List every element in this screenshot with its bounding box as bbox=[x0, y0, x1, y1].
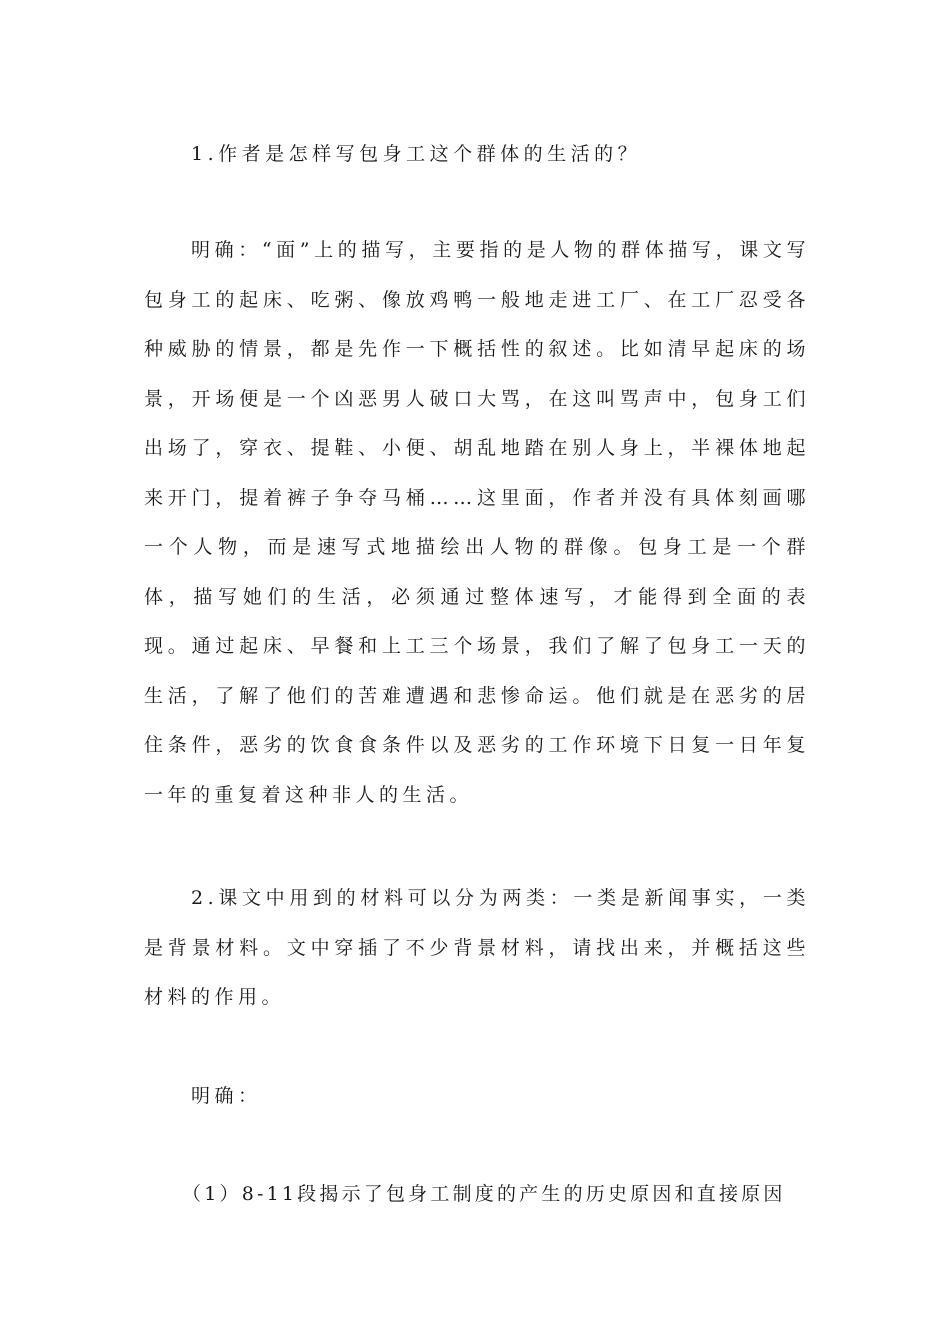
answer-2-label: 明确： bbox=[191, 1085, 262, 1107]
question-1: 1.作者是怎样写包身工这个群体的生活的？ bbox=[191, 143, 642, 165]
question-2: 2.课文中用到的材料可以分为两类：一类是新闻事实，一类是背景材料。文中穿插了不少背景材料，请找出来，并概括这些材料的作用。 bbox=[144, 887, 810, 1008]
answer-2-point-1: （1）8-11段揭示了包身工制度的产生的历史原因和直接原因 bbox=[182, 1183, 786, 1205]
answer-1: 明确：“面”上的描写，主要指的是人物的群体描写，课文写包身工的起床、吃粥、像放鸡鸭一般地走进工厂、在工厂忍受各种威胁的情景，都是先作一下概括性的叙述。比如清早起床的场景，开场便是一个凶恶男人破口大骂，在这叫骂声中，包身工们出场了，穿衣、提鞋、小便、胡乱地踏在别人身上，半裸体地起来开门，提着裤子争夺马桶……这里面，作者并没有具体刻画哪一个人物，而是速写式地描绘出人物的群像。包身工是一个群体，描写她们的生活，必须通过整体速写，才能得到全面的表现。通过起床、早餐和上工三个场景，我们了解了包身工一天的生活，了解了他们的苦难遭遇和悲惨命运。他们就是在恶劣的居住条件，恶劣的饮食食条件以及恶劣的工作环境下日复一日年复一年的重复着这种非人的生活。 bbox=[144, 239, 810, 806]
